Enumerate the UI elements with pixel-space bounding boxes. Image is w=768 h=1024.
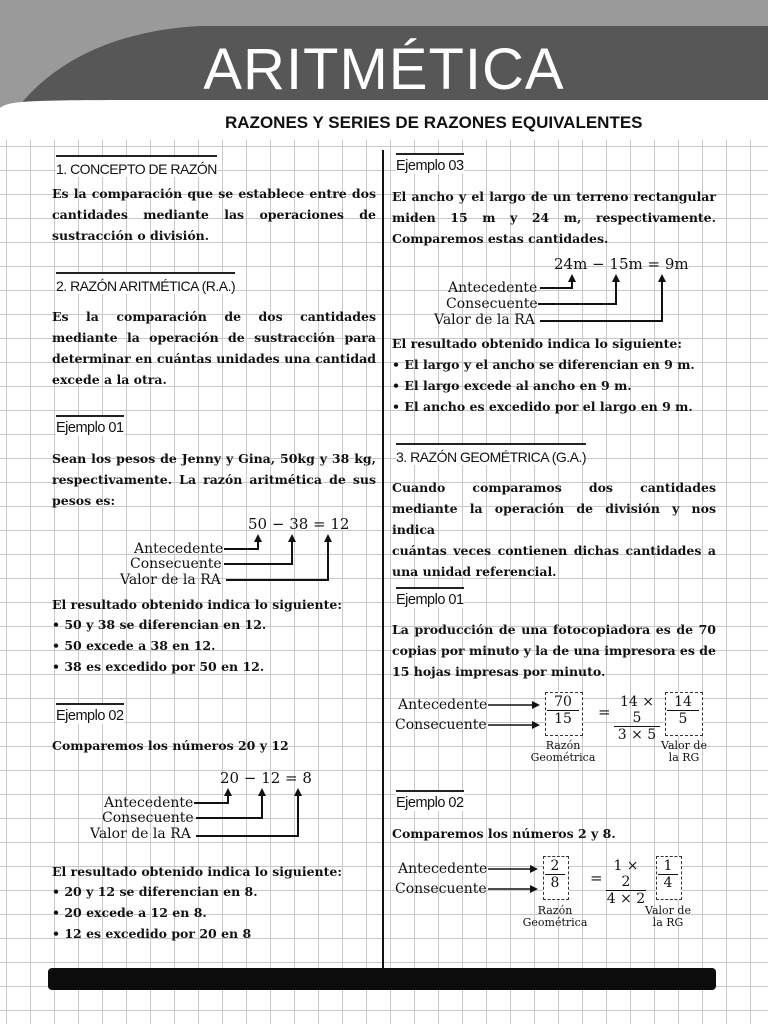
text-line: La producción de una fotocopiadora es de 70 <box>392 622 716 637</box>
label-valor-ra: Valor de la RA <box>434 312 535 328</box>
result-intro: El resultado obtenido indica lo siguiente: <box>52 597 342 612</box>
label-antecedente: Antecedente <box>398 861 488 877</box>
section-title-concepto: 1. CONCEPTO DE RAZÓN <box>56 155 217 177</box>
fraction-denominator: 15 <box>554 711 572 727</box>
label-valor-ra: Valor de la RA <box>90 826 191 842</box>
caption-line: Valor de <box>645 904 691 917</box>
label-antecedente: Antecedente <box>398 697 488 713</box>
bullet-item: • 20 excede a 12 en 8. <box>52 905 207 920</box>
example-title-g02: Ejemplo 02 <box>396 790 464 811</box>
text-line: El ancho y el largo de un terreno rectangular <box>392 189 716 204</box>
fraction-ratio <box>545 858 565 891</box>
section-title-razon-aritmetica: 2. RAZÓN ARITMÉTICA (R.A.) <box>56 272 235 294</box>
caption-line: Geométrica <box>522 916 588 929</box>
bullet-item: • 50 excede a 38 en 12. <box>52 638 216 653</box>
caption-line: Razón <box>537 904 573 917</box>
fraction-denominator: 8 <box>550 875 560 891</box>
text-line: Es la comparación de dos cantidades <box>52 309 376 324</box>
text-line: cuántas veces contienen dichas cantidades a <box>392 543 716 558</box>
footer-bar <box>48 968 716 990</box>
fraction-numerator: 14 <box>667 694 699 711</box>
fraction-numerator: 2 <box>545 858 565 875</box>
equation-ra-02: 20 − 12 = 8 <box>220 769 312 787</box>
text-line: Cuando comparamos dos cantidades <box>392 480 716 495</box>
equals-sign: = <box>590 869 603 887</box>
label-consecuente: Consecuente <box>446 296 538 312</box>
text-line: una unidad referencial. <box>392 564 557 579</box>
page-title: ARITMÉTICA <box>203 37 565 102</box>
fraction-numerator: 1 × 2 <box>606 858 646 891</box>
fraction-denominator: 3 × 5 <box>617 727 657 743</box>
text-line: Comparemos estas cantidades. <box>392 231 609 246</box>
bullet-item: • 38 es excedido por 50 en 12. <box>52 659 265 674</box>
label-valor-ra: Valor de la RA <box>120 572 221 588</box>
text-line: excede a la otra. <box>52 372 167 387</box>
label-consecuente: Consecuente <box>395 717 487 733</box>
equation-ra-01: 50 − 38 = 12 <box>248 515 350 533</box>
fraction-denominator: 5 <box>678 711 688 727</box>
text-line: determinar en cuántas unidades una cantidad <box>52 351 376 366</box>
example-title-02: Ejemplo 02 <box>56 703 124 724</box>
caption-line: Valor de <box>661 739 707 752</box>
fraction-value <box>658 858 678 891</box>
caption-line: la RG <box>668 751 700 764</box>
caption-line: la RG <box>652 916 684 929</box>
result-intro: El resultado obtenido indica lo siguiente: <box>52 864 342 879</box>
fraction-expanded <box>606 858 646 907</box>
equals-sign: = <box>598 703 611 721</box>
text-line: copias por minuto y la de una impresora es de <box>392 643 716 658</box>
equation-ra-03: 24m − 15m = 9m <box>554 255 689 273</box>
label-consecuente: Consecuente <box>102 810 194 826</box>
caption-line: Geométrica <box>530 751 596 764</box>
label-consecuente: Consecuente <box>395 881 487 897</box>
text-line: miden 15 m y 24 m, respectivamente. <box>392 210 716 225</box>
caption-valor-rg <box>634 905 702 929</box>
result-intro: El resultado obtenido indica lo siguiente: <box>392 336 682 351</box>
example-title-03: Ejemplo 03 <box>396 153 464 174</box>
page-subtitle: RAZONES Y SERIES DE RAZONES EQUIVALENTES <box>225 113 643 132</box>
label-consecuente: Consecuente <box>130 556 222 572</box>
text-line: pesos es: <box>52 493 116 508</box>
bullet-item: • El ancho es excedido por el largo en 9 m. <box>392 399 693 414</box>
label-antecedente: Antecedente <box>104 795 194 811</box>
text-line: respectivamente. La razón aritmética de sus <box>52 472 376 487</box>
text-line: Es la comparación que se establece entre dos <box>52 186 376 201</box>
text-line: mediante la operación de división y nos indica <box>392 501 716 537</box>
bullet-item: • 20 y 12 se diferencian en 8. <box>52 884 258 899</box>
fraction-denominator: 4 <box>663 875 673 891</box>
fraction-denominator: 4 × 2 <box>606 891 646 907</box>
text-line: sustracción o división. <box>52 228 210 243</box>
bullet-item: • El largo y el ancho se diferencian en 9 m. <box>392 357 695 372</box>
bullet-item: • El largo excede al ancho en 9 m. <box>392 378 632 393</box>
example-02-intro: Comparemos los números 20 y 12 <box>52 738 289 753</box>
bullet-item: • 12 es excedido por 20 en 8 <box>52 926 252 941</box>
fraction-numerator: 14 × 5 <box>614 694 660 727</box>
label-antecedente: Antecedente <box>134 541 224 557</box>
fraction-numerator: 1 <box>658 858 678 875</box>
example-title-01: Ejemplo 01 <box>56 415 124 436</box>
text-line: Sean los pesos de Jenny y Gina, 50kg y 38 kg, <box>52 451 376 466</box>
label-antecedente: Antecedente <box>448 280 538 296</box>
example-title-g01: Ejemplo 01 <box>396 587 464 608</box>
bullet-item: • 50 y 38 se diferencian en 12. <box>52 617 267 632</box>
text-line: 15 hojas impresas por minuto. <box>392 664 606 679</box>
example-g02-intro: Comparemos los números 2 y 8. <box>392 826 616 841</box>
fraction-numerator: 70 <box>547 694 579 711</box>
text-line: cantidades mediante las operaciones de <box>52 207 376 222</box>
caption-line: Razón <box>545 739 581 752</box>
section-title-razon-geometrica: 3. RAZÓN GEOMÉTRICA (G.A.) <box>396 443 586 465</box>
caption-razon-geometrica <box>516 905 594 929</box>
text-line: mediante la operación de sustracción para <box>52 330 376 345</box>
